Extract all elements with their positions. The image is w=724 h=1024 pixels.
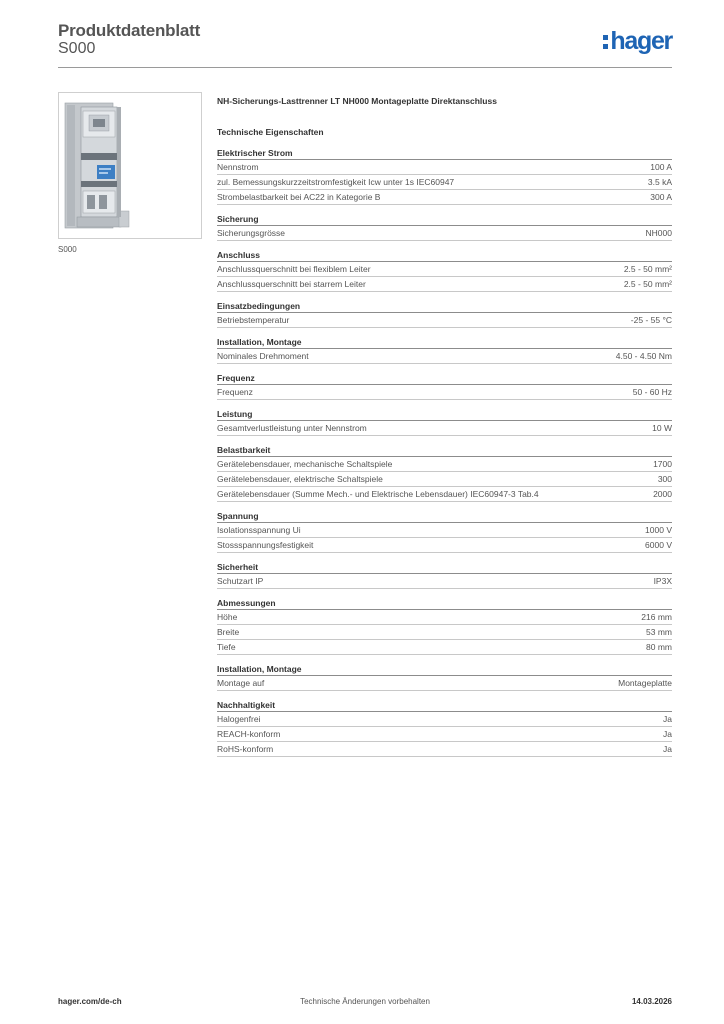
fuse-switch-disconnector-illustration: [59, 93, 201, 238]
spec-row: [217, 313, 672, 328]
footer-date: 14.03.2026: [631, 997, 672, 1006]
spec-label: Nominales Drehmoment: [217, 351, 309, 361]
spec-label: Gerätelebensdauer, elektrische Schaltspiele: [217, 474, 383, 484]
spec-label: Frequenz: [217, 387, 253, 397]
spec-label: zul. Bemessungskurzzeitstromfestigkeit Icw unter 1s IEC60947: [217, 177, 455, 187]
spec-value: 300: [657, 474, 672, 484]
spec-value: IP3X: [653, 576, 672, 586]
spec-row: [217, 538, 672, 553]
spec-row: [217, 385, 672, 400]
product-name: NH-Sicherungs-Lasttrenner LT NH000 Montageplatte Direktanschluss: [217, 96, 497, 106]
document-subtitle: S000: [58, 40, 96, 57]
spec-label: RoHS-konform: [217, 744, 274, 754]
logo-text: hager: [610, 27, 672, 55]
spec-row: [217, 175, 672, 190]
spec-group: [217, 249, 672, 292]
spec-group-title: Frequenz: [217, 372, 672, 385]
spec-label: Montage auf: [217, 678, 265, 688]
spec-value: 2.5 - 50 mm²: [623, 264, 672, 274]
spec-group-title: Elektrischer Strom: [217, 147, 672, 160]
spec-group: [217, 510, 672, 553]
logo-colon-icon: [603, 33, 608, 51]
hager-logo: [603, 26, 672, 56]
spec-value: 216 mm: [641, 612, 672, 622]
spec-value: 53 mm: [646, 627, 672, 637]
spec-row: [217, 625, 672, 640]
spec-group-title: Leistung: [217, 408, 672, 421]
page-header: [58, 20, 672, 68]
spec-value: 80 mm: [646, 642, 672, 652]
spec-label: Halogenfrei: [217, 714, 261, 724]
spec-group-title: Sicherheit: [217, 561, 672, 574]
image-caption: S000: [58, 245, 77, 254]
spec-label: Stossspannungsfestigkeit: [217, 540, 314, 550]
spec-group: [217, 597, 672, 655]
spec-label: Strombelastbarkeit bei AC22 in Kategorie B: [217, 192, 381, 202]
spec-label: Sicherungsgrösse: [217, 228, 286, 238]
footer-note: Technische Änderungen vorbehalten: [300, 997, 430, 1006]
spec-row: [217, 610, 672, 625]
spec-value: 300 A: [650, 192, 672, 202]
spec-label: Höhe: [217, 612, 238, 622]
spec-value: 1700: [653, 459, 672, 469]
product-image: [58, 92, 202, 239]
spec-group: [217, 213, 672, 241]
spec-value: 1000 V: [645, 525, 672, 535]
spec-row: [217, 226, 672, 241]
spec-row: [217, 523, 672, 538]
spec-group: [217, 408, 672, 436]
spec-row: [217, 487, 672, 502]
spec-row: [217, 190, 672, 205]
spec-group: [217, 444, 672, 502]
spec-value: Ja: [663, 744, 672, 754]
spec-row: [217, 574, 672, 589]
spec-label: Schutzart IP: [217, 576, 264, 586]
spec-value: 50 - 60 Hz: [632, 387, 672, 397]
spec-label: Gerätelebensdauer, mechanische Schaltspiele: [217, 459, 393, 469]
spec-row: [217, 472, 672, 487]
spec-label: REACH-konform: [217, 729, 281, 739]
spec-value: NH000: [645, 228, 672, 238]
spec-value: 6000 V: [645, 540, 672, 550]
spec-label: Gesamtverlustleistung unter Nennstrom: [217, 423, 367, 433]
spec-group: [217, 300, 672, 328]
spec-value: Ja: [663, 714, 672, 724]
spec-group: [217, 147, 672, 205]
spec-value: 10 W: [652, 423, 672, 433]
spec-group: [217, 336, 672, 364]
spec-label: Breite: [217, 627, 240, 637]
spec-group: [217, 663, 672, 691]
spec-row: [217, 349, 672, 364]
spec-groups: [217, 147, 672, 757]
spec-value: 100 A: [650, 162, 672, 172]
spec-row: [217, 277, 672, 292]
spec-group-title: Installation, Montage: [217, 663, 672, 676]
spec-group-title: Sicherung: [217, 213, 672, 226]
spec-value: 2.5 - 50 mm²: [623, 279, 672, 289]
spec-label: Tiefe: [217, 642, 236, 652]
spec-group-title: Nachhaltigkeit: [217, 699, 672, 712]
spec-label: Gerätelebensdauer (Summe Mech.- und Elektrische Lebensdauer) IEC60947-3 Tab.4: [217, 489, 539, 499]
section-title-technical-properties: Technische Eigenschaften: [217, 127, 324, 137]
spec-row: [217, 676, 672, 691]
spec-value: Montageplatte: [618, 678, 672, 688]
spec-value: 2000: [653, 489, 672, 499]
document-title: Produktdatenblatt: [58, 21, 201, 40]
spec-group-title: Abmessungen: [217, 597, 672, 610]
spec-label: Betriebstemperatur: [217, 315, 290, 325]
spec-row: [217, 457, 672, 472]
spec-value: 3.5 kA: [647, 177, 672, 187]
spec-row: [217, 262, 672, 277]
specifications-content: [217, 92, 672, 757]
spec-value: -25 - 55 °C: [630, 315, 672, 325]
spec-label: Anschlussquerschnitt bei starrem Leiter: [217, 279, 366, 289]
spec-row: [217, 421, 672, 436]
spec-group: [217, 372, 672, 400]
footer-website-link[interactable]: hager.com/de-ch: [58, 997, 122, 1006]
spec-group-title: Anschluss: [217, 249, 672, 262]
spec-value: 4.50 - 4.50 Nm: [615, 351, 672, 361]
page-footer: [58, 997, 672, 1011]
spec-row: [217, 742, 672, 757]
spec-group-title: Belastbarkeit: [217, 444, 672, 457]
spec-label: Nennstrom: [217, 162, 259, 172]
spec-row: [217, 160, 672, 175]
spec-row: [217, 640, 672, 655]
spec-group-title: Einsatzbedingungen: [217, 300, 672, 313]
spec-row: [217, 727, 672, 742]
spec-group-title: Installation, Montage: [217, 336, 672, 349]
spec-group: [217, 561, 672, 589]
spec-group: [217, 699, 672, 757]
spec-label: Anschlussquerschnitt bei flexiblem Leiter: [217, 264, 371, 274]
spec-row: [217, 712, 672, 727]
spec-label: Isolationsspannung Ui: [217, 525, 301, 535]
spec-value: Ja: [663, 729, 672, 739]
spec-group-title: Spannung: [217, 510, 672, 523]
